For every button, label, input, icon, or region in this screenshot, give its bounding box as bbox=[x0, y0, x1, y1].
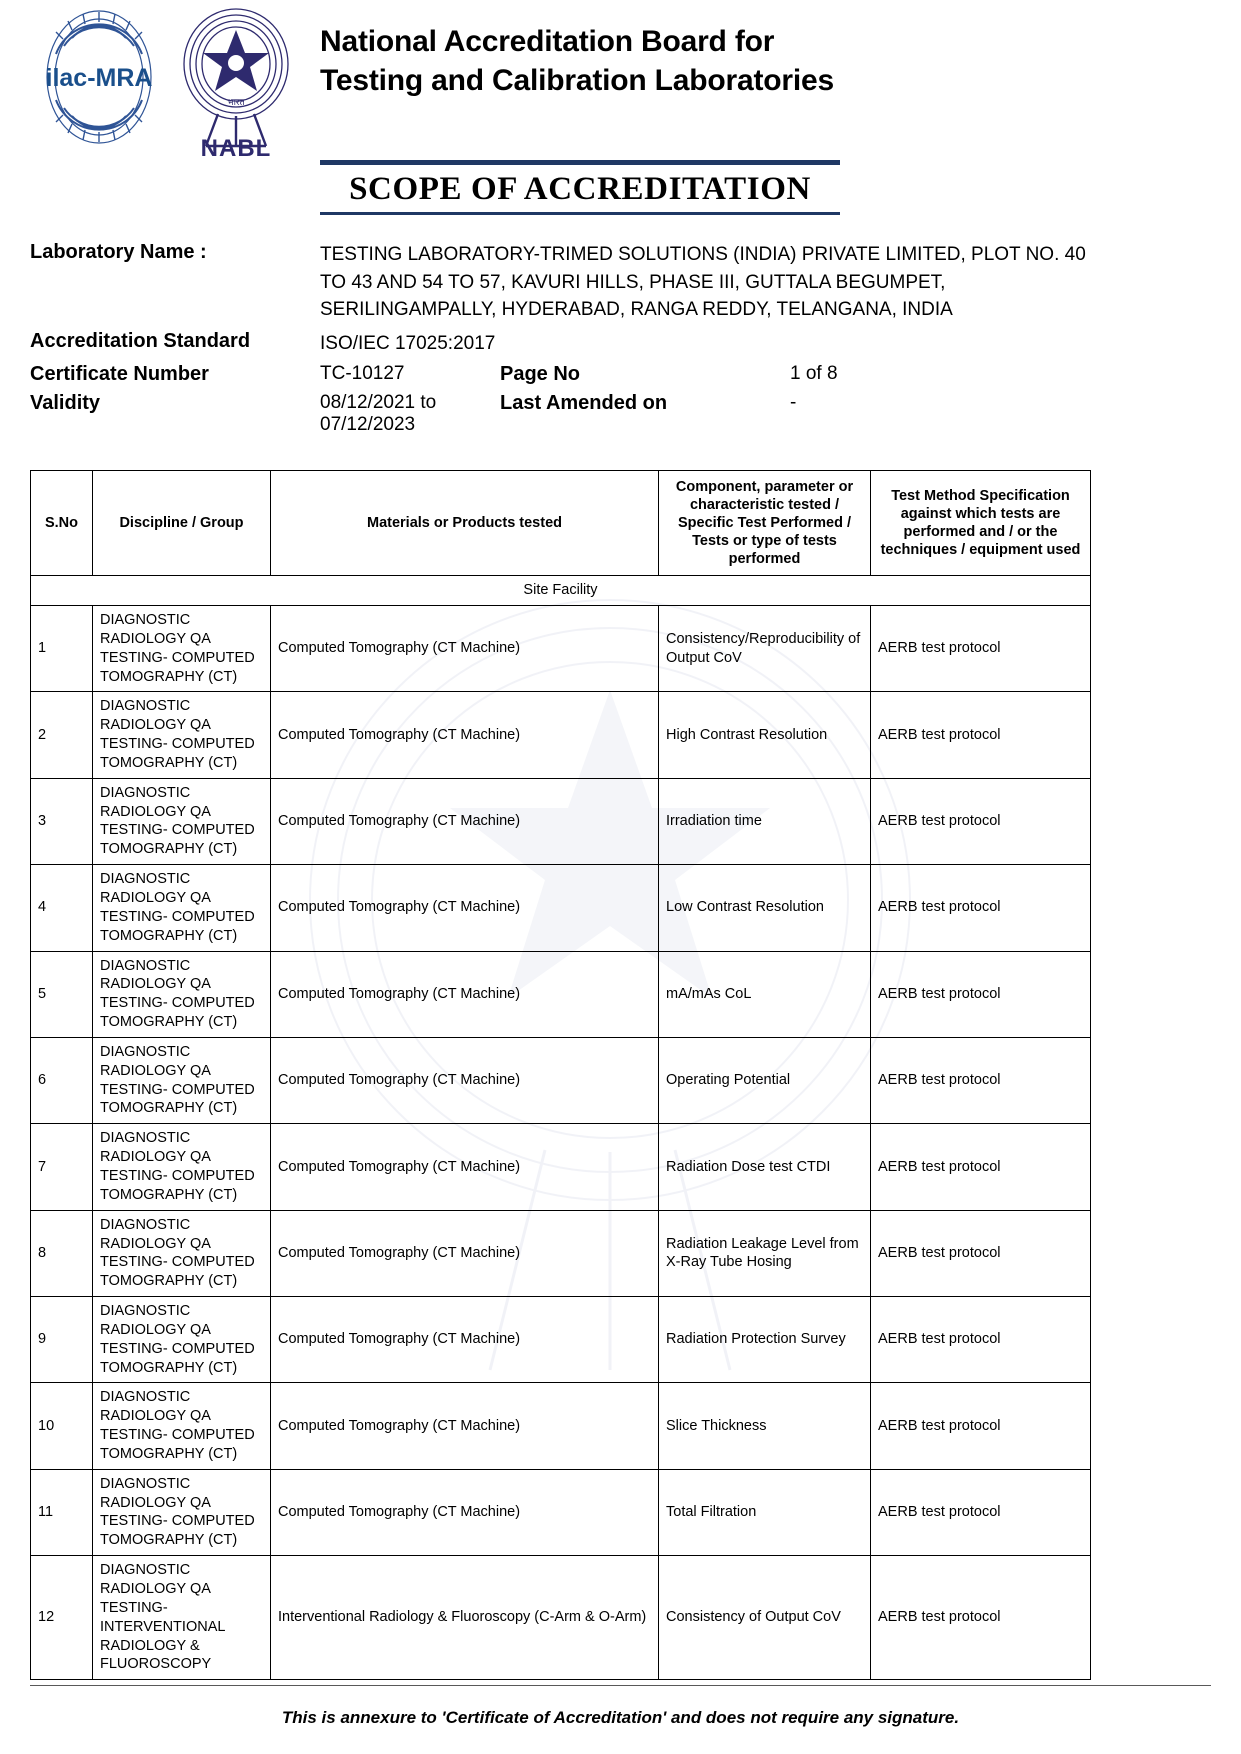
cell-material: Computed Tomography (CT Machine) bbox=[271, 951, 659, 1037]
cell-discipline: DIAGNOSTIC RADIOLOGY QA TESTING- COMPUTED TOMOGRAPHY (CT) bbox=[93, 606, 271, 692]
accreditation-standard-label: Accreditation Standard bbox=[30, 329, 251, 352]
cell-method: AERB test protocol bbox=[871, 1210, 1091, 1296]
cell-material: Computed Tomography (CT Machine) bbox=[271, 606, 659, 692]
masthead bbox=[30, 0, 1211, 156]
certificate-number-value: TC-10127 bbox=[320, 363, 405, 385]
cell-method: AERB test protocol bbox=[871, 1469, 1091, 1555]
last-amended-label: Last Amended on bbox=[500, 392, 668, 415]
cell-component: Radiation Protection Survey bbox=[659, 1297, 871, 1383]
cell-sno: 4 bbox=[31, 865, 93, 951]
section-header-row bbox=[31, 576, 1091, 606]
last-amended-value: - bbox=[790, 392, 797, 414]
table-row bbox=[31, 1210, 1091, 1296]
org-title-line-2: Testing and Calibration Laboratories bbox=[320, 64, 834, 97]
cell-sno: 6 bbox=[31, 1037, 93, 1123]
cell-discipline: DIAGNOSTIC RADIOLOGY QA TESTING- COMPUTED TOMOGRAPHY (CT) bbox=[93, 1469, 271, 1555]
validity-value: 08/12/2021 to 07/12/2023 bbox=[320, 392, 437, 436]
cell-method: AERB test protocol bbox=[871, 1124, 1091, 1210]
cell-component: Consistency of Output CoV bbox=[659, 1556, 871, 1680]
laboratory-name-value: TESTING LABORATORY-TRIMED SOLUTIONS (INDIA) PRIVATE LIMITED, PLOT NO. 40 TO 43 AND 54 TO 57, KAVURI HILLS, PHASE III, GUTTALA BEGUMPET, SERILINGAMPALLY, HYDERABAD, RANGA REDDY, TELANGANA, INDIA bbox=[320, 244, 1086, 321]
cell-discipline: DIAGNOSTIC RADIOLOGY QA TESTING- COMPUTED TOMOGRAPHY (CT) bbox=[93, 1383, 271, 1469]
cell-sno: 9 bbox=[31, 1297, 93, 1383]
cell-method: AERB test protocol bbox=[871, 1383, 1091, 1469]
nabl-logo-devanagari: भारत bbox=[227, 97, 245, 107]
cell-component: Radiation Leakage Level from X-Ray Tube Hosing bbox=[659, 1210, 871, 1296]
cell-component: Total Filtration bbox=[659, 1469, 871, 1555]
cell-discipline: DIAGNOSTIC RADIOLOGY QA TESTING- COMPUTED TOMOGRAPHY (CT) bbox=[93, 692, 271, 778]
table-row bbox=[31, 1037, 1091, 1123]
page-no-label: Page No bbox=[500, 363, 581, 386]
table-row bbox=[31, 778, 1091, 864]
cell-sno: 2 bbox=[31, 692, 93, 778]
cell-component: High Contrast Resolution bbox=[659, 692, 871, 778]
cell-material: Computed Tomography (CT Machine) bbox=[271, 865, 659, 951]
cell-material: Computed Tomography (CT Machine) bbox=[271, 692, 659, 778]
section-label-site-facility: Site Facility bbox=[31, 576, 1091, 606]
scope-title-block bbox=[320, 160, 840, 215]
cell-discipline: DIAGNOSTIC RADIOLOGY QA TESTING- INTERVENTIONAL RADIOLOGY & FLUOROSCOPY bbox=[93, 1556, 271, 1680]
cell-method: AERB test protocol bbox=[871, 865, 1091, 951]
scope-table-body bbox=[31, 576, 1091, 1680]
cell-component: Low Contrast Resolution bbox=[659, 865, 871, 951]
cell-material: Computed Tomography (CT Machine) bbox=[271, 1297, 659, 1383]
cell-method: AERB test protocol bbox=[871, 778, 1091, 864]
certificate-number-label: Certificate Number bbox=[30, 363, 209, 386]
table-row bbox=[31, 1556, 1091, 1680]
org-title-block bbox=[320, 6, 834, 100]
cell-sno: 7 bbox=[31, 1124, 93, 1210]
cell-material: Computed Tomography (CT Machine) bbox=[271, 1469, 659, 1555]
cell-method: AERB test protocol bbox=[871, 1037, 1091, 1123]
cell-method: AERB test protocol bbox=[871, 951, 1091, 1037]
cell-material: Computed Tomography (CT Machine) bbox=[271, 1383, 659, 1469]
meta-row-accreditation-standard bbox=[30, 330, 1211, 358]
cell-sno: 8 bbox=[31, 1210, 93, 1296]
column-header-component: Component, parameter or characteristic tested / Specific Test Performed / Tests or type of tests performed bbox=[659, 471, 871, 576]
nabl-logo-text: NABL bbox=[200, 135, 272, 158]
cell-sno: 3 bbox=[31, 778, 93, 864]
cell-component: Operating Potential bbox=[659, 1037, 871, 1123]
scope-title: SCOPE OF ACCREDITATION bbox=[320, 165, 840, 215]
cell-method: AERB test protocol bbox=[871, 1556, 1091, 1680]
cell-component: Irradiation time bbox=[659, 778, 871, 864]
column-header-sno: S.No bbox=[31, 471, 93, 576]
table-header-row bbox=[31, 471, 1091, 576]
cell-component: Consistency/Reproducibility of Output CoV bbox=[659, 606, 871, 692]
column-header-method: Test Method Specification against which tests are performed and / or the techniques / equipment used bbox=[871, 471, 1091, 576]
table-row bbox=[31, 951, 1091, 1037]
cell-material: Computed Tomography (CT Machine) bbox=[271, 778, 659, 864]
ilac-mra-logo-text: ilac-MRA bbox=[45, 64, 153, 92]
cell-method: AERB test protocol bbox=[871, 692, 1091, 778]
table-row bbox=[31, 1383, 1091, 1469]
footer-note: This is annexure to 'Certificate of Accreditation' and does not require any signature. bbox=[281, 1708, 960, 1727]
cell-component: mA/mAs CoL bbox=[659, 951, 871, 1037]
meta-row-laboratory-name bbox=[30, 241, 1211, 324]
cell-material: Computed Tomography (CT Machine) bbox=[271, 1124, 659, 1210]
cell-sno: 5 bbox=[31, 951, 93, 1037]
cell-discipline: DIAGNOSTIC RADIOLOGY QA TESTING- COMPUTED TOMOGRAPHY (CT) bbox=[93, 1297, 271, 1383]
org-title-line-1: National Accreditation Board for bbox=[320, 25, 775, 58]
cell-component: Slice Thickness bbox=[659, 1383, 871, 1469]
page-no-value: 1 of 8 bbox=[790, 363, 838, 385]
cell-sno: 1 bbox=[31, 606, 93, 692]
laboratory-name-label: Laboratory Name : bbox=[30, 241, 207, 263]
table-row bbox=[31, 606, 1091, 692]
cell-sno: 10 bbox=[31, 1383, 93, 1469]
cell-method: AERB test protocol bbox=[871, 606, 1091, 692]
table-row bbox=[31, 1124, 1091, 1210]
scope-table bbox=[30, 470, 1091, 1680]
cell-sno: 12 bbox=[31, 1556, 93, 1680]
cell-material: Computed Tomography (CT Machine) bbox=[271, 1210, 659, 1296]
meta-row-validity bbox=[30, 392, 1211, 436]
ilac-mra-logo-icon bbox=[38, 6, 160, 148]
cell-method: AERB test protocol bbox=[871, 1297, 1091, 1383]
cell-material: Computed Tomography (CT Machine) bbox=[271, 1037, 659, 1123]
column-header-materials: Materials or Products tested bbox=[271, 471, 659, 576]
cell-discipline: DIAGNOSTIC RADIOLOGY QA TESTING- COMPUTED TOMOGRAPHY (CT) bbox=[93, 1124, 271, 1210]
table-row bbox=[31, 865, 1091, 951]
cell-discipline: DIAGNOSTIC RADIOLOGY QA TESTING- COMPUTED TOMOGRAPHY (CT) bbox=[93, 865, 271, 951]
table-row bbox=[31, 692, 1091, 778]
logo-group bbox=[30, 6, 320, 158]
cell-discipline: DIAGNOSTIC RADIOLOGY QA TESTING- COMPUTED TOMOGRAPHY (CT) bbox=[93, 1210, 271, 1296]
validity-label: Validity bbox=[30, 392, 101, 415]
table-row bbox=[31, 1469, 1091, 1555]
meta-row-certificate-number bbox=[30, 363, 1211, 386]
cell-discipline: DIAGNOSTIC RADIOLOGY QA TESTING- COMPUTED TOMOGRAPHY (CT) bbox=[93, 951, 271, 1037]
cell-material: Interventional Radiology & Fluoroscopy (C-Arm & O-Arm) bbox=[271, 1556, 659, 1680]
cell-discipline: DIAGNOSTIC RADIOLOGY QA TESTING- COMPUTED TOMOGRAPHY (CT) bbox=[93, 778, 271, 864]
accreditation-standard-value: ISO/IEC 17025:2017 bbox=[320, 332, 496, 354]
cell-discipline: DIAGNOSTIC RADIOLOGY QA TESTING- COMPUTED TOMOGRAPHY (CT) bbox=[93, 1037, 271, 1123]
certificate-meta bbox=[30, 241, 1211, 436]
page-footer bbox=[0, 1685, 1241, 1754]
column-header-discipline: Discipline / Group bbox=[93, 471, 271, 576]
cell-sno: 11 bbox=[31, 1469, 93, 1555]
nabl-logo-icon bbox=[166, 6, 306, 158]
cell-component: Radiation Dose test CTDI bbox=[659, 1124, 871, 1210]
table-row bbox=[31, 1297, 1091, 1383]
